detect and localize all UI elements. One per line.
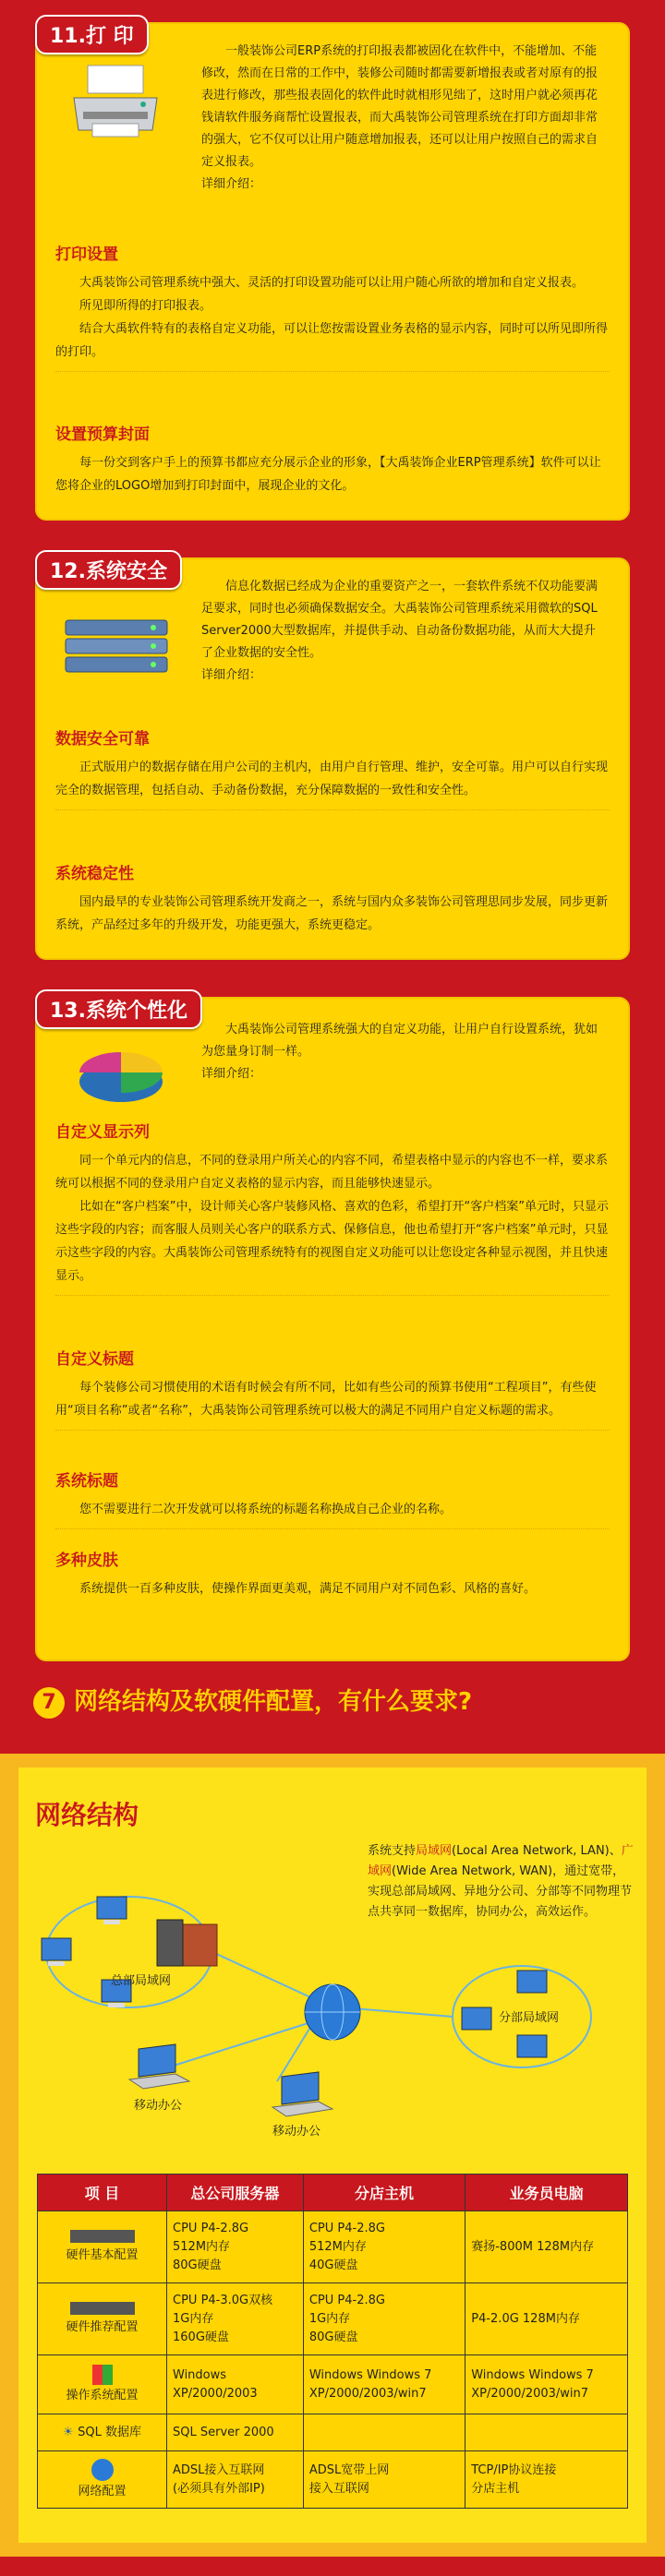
printer-icon — [65, 61, 166, 144]
print-setup-section: 打印设置 大禹装饰公司管理系统中强大、灵活的打印设置功能可以让用户随心所欲的增加和自定义报表。 所见即所得的打印报表。 结合大禹软件特有的表格自定义功能，可以让您按需设置业务表格的显示内容，同时可以所见即所得的打印。 — [55, 241, 610, 372]
network-section — [0, 1754, 665, 2557]
data-safety-title: 数据安全可靠 — [55, 730, 150, 749]
hq-lan-label: 总部局域网 — [111, 1974, 172, 1988]
branch-lan-label: 分部局域网 — [499, 2011, 560, 2025]
row-label-recommended-hw: 硬件推荐配置 — [38, 2283, 167, 2355]
budget-cover-section: 设置预算封面 每一份交到客户手上的预算书都应充分展示企业的形象，【大禹装饰企业ERP管理系统】软件可以让您将企业的LOGO增加到打印封面中，展现企业的文化。 — [55, 421, 610, 497]
print-badge: 11.打 印 — [35, 15, 149, 54]
print-card — [35, 22, 630, 521]
bottom-band — [0, 2557, 665, 2576]
skins-section: 多种皮肤 系统提供一百多种皮肤，使操作界面更美观，满足不同用户对不同色彩、风格的喜好。 — [55, 1547, 610, 1600]
network-panel — [18, 1767, 647, 2543]
question-text: 网络结构及软硬件配置，有什么要求? — [74, 1688, 473, 1716]
custom-detail: 详细介绍： — [201, 1067, 262, 1081]
custom-intro: 大禹装饰公司管理系统强大的自定义功能，让用户自行设置系统，犹如为您量身订制一样。 详细介绍： — [201, 1019, 604, 1085]
laptop-icon — [129, 2044, 189, 2089]
print-setup-title: 打印设置 — [55, 246, 118, 264]
database-server-icon — [61, 613, 172, 677]
computer-icon — [517, 2035, 547, 2057]
budget-cover-title: 设置预算封面 — [55, 425, 150, 444]
computer-icon — [97, 1897, 127, 1924]
pie-chart-icon — [70, 1036, 172, 1109]
config-table — [37, 2174, 628, 2509]
col-header-branch-host: 分店主机 — [303, 2175, 465, 2211]
data-safety-section: 数据安全可靠 正式版用户的数据存储在用户公司的主机内，由用户自行管理、维护，安全可靠。用户可以自行实现完全的数据管理，包括自动、手动备份数据，充分保障数据的一致性和安全性。 — [55, 725, 610, 810]
windows-logo-icon — [92, 2365, 113, 2385]
custom-columns-section: 自定义显示列 同一个单元内的信息，不同的登录用户所关心的内容不同，希望表格中显示的内容也不一样，要求系统可以根据不同的登录用户自定义表格的显示内容，而且能够快速显示。 比如在“客户档案”中，设计师关心客户装修风格、喜欢的色彩，希望打开“客户档案”单元时，只显示这些字段的内容；而客服人员则关心客户的联系方式、保修信息，他也希望打开“客户档案”单元时，只显示这些字段的内容。大禹装饰公司管理系统特有的视图自定义功能可以让您设定各种显示视图，并且快速显示。 — [55, 1119, 610, 1296]
print-detail: 详细介绍： — [201, 177, 262, 191]
system-title-section: 系统标题 您不需要进行二次开发就可以将系统的标题名称换成自己企业的名称。 — [55, 1468, 610, 1529]
custom-titles-title: 自定义标题 — [55, 1350, 134, 1369]
chip-icon — [70, 2230, 135, 2243]
globe-icon — [305, 1984, 360, 2040]
row-label-os: 操作系统配置 — [38, 2355, 167, 2414]
table-row: ☀ SQL 数据库 SQL Server 2000 — [38, 2414, 628, 2451]
custom-columns-title: 自定义显示列 — [55, 1123, 150, 1142]
print-intro: 一般装饰公司ERP系统的打印报表都被固化在软件中，不能增加、不能修改，然而在日常的工作中，装修公司随时都需要新增报表或者对原有的报表进行修改，那些报表固化的软件此时就相形见绌了，这时用户就必须再花钱请软件服务商帮忙设置报表，而大禹装饰公司管理系统在打印方面却非常的强大，它不仅可以让用户随意增加报表，还可以让用户按照自己的需求自定义报表。 详细介绍： — [201, 41, 604, 196]
chip-icon — [70, 2302, 135, 2315]
row-label-network: 网络配置 — [38, 2451, 167, 2509]
computer-icon — [42, 1938, 71, 1966]
sql-logo-icon: ☀ — [62, 2425, 79, 2439]
table-row: 硬件推荐配置 CPU P4-3.0G双核 1G内存 160G硬盘 CPU P4-2.8G 1G内存 80G硬盘 P4-2.0G 128M内存 — [38, 2283, 628, 2355]
question-heading — [33, 1683, 472, 1719]
mobile-office-label-1: 移动办公 — [134, 2099, 183, 2113]
table-row: 网络配置 ADSL接入互联网 (必须具有外部IP) ADSL宽带上网 接入互联网 TCP/IP协议连接 分店主机 — [38, 2451, 628, 2509]
col-header-item: 项 目 — [38, 2175, 167, 2211]
custom-titles-section: 自定义标题 每个装修公司习惯使用的术语有时候会有所不同，比如有些公司的预算书使用“工程项目”，有些使用“项目名称”或者“名称”，大禹装饰公司管理系统可以极大的满足不同用户自定义标题的需求。 — [55, 1346, 610, 1431]
network-description: 系统支持局域网(Local Area Network, LAN)、广域网(Wide Area Network, WAN)，通过宽带，实现总部局域网、异地分公司、分部等不同物理节点共享同一数据库，协同办公，高效运作。 — [368, 1844, 634, 1919]
laptop-icon — [272, 2072, 332, 2116]
globe-icon — [91, 2459, 114, 2481]
security-intro: 信息化数据已经成为企业的重要资产之一，一套软件系统不仅功能要满足要求，同时也必须确保数据安全。大禹装饰公司管理系统采用微软的SQL Server2000大型数据库，并提供手动、自动备份数据功能，从而大大提升了企业数据的安全性。 详细介绍： — [201, 576, 604, 687]
row-label-sql: ☀ SQL 数据库 — [38, 2414, 167, 2451]
custom-card — [35, 997, 630, 1661]
computer-icon — [517, 1971, 547, 1993]
col-header-staff-pc: 业务员电脑 — [466, 2175, 628, 2211]
mobile-office-label-2: 移动办公 — [272, 2125, 321, 2139]
table-row: 硬件基本配置 CPU P4-2.8G 512M内存 80G硬盘 CPU P4-2.8G 512M内存 40G硬盘 赛扬-800M 128M内存 — [38, 2211, 628, 2283]
question-number: 7 — [33, 1687, 65, 1719]
system-title-title: 系统标题 — [55, 1472, 118, 1491]
security-detail: 详细介绍： — [201, 668, 262, 682]
skins-title: 多种皮肤 — [55, 1552, 118, 1570]
security-badge: 12.系统安全 — [35, 550, 182, 590]
row-label-basic-hw: 硬件基本配置 — [38, 2211, 167, 2283]
computer-icon — [462, 2007, 491, 2030]
col-header-hq-server: 总公司服务器 — [167, 2175, 304, 2211]
network-diagram — [37, 1851, 637, 2164]
stability-section: 系统稳定性 国内最早的专业装饰公司管理系统开发商之一，系统与国内众多装饰公司管理思同步发展，同步更新系统，产品经过多年的升级开发，功能更强大，系统更稳定。 — [55, 860, 610, 937]
firewall-icon — [157, 1920, 217, 1966]
network-title: 网络结构 — [35, 1800, 139, 1830]
stability-title: 系统稳定性 — [55, 865, 134, 883]
custom-badge: 13.系统个性化 — [35, 989, 202, 1029]
security-card — [35, 557, 630, 960]
table-row: 操作系统配置 Windows XP/2000/2003 Windows Windows 7 XP/2000/2003/win7 Windows Windows 7 XP/2000/2003/win7 — [38, 2355, 628, 2414]
